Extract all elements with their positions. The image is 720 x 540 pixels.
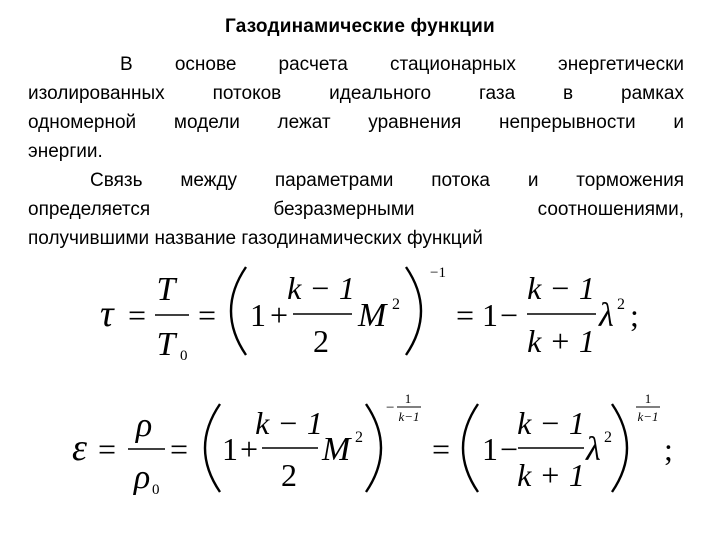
stagnation-temperature-symbol: T (156, 326, 176, 363)
square-exponent: 2 (604, 429, 612, 446)
minus-sign: − (500, 297, 519, 333)
paragraph-definition (28, 166, 684, 253)
subscript-zero: 0 (180, 348, 188, 364)
exponent-numerator: 1 (404, 391, 412, 406)
minus-sign: − (500, 431, 519, 467)
one-digit: 1 (250, 297, 266, 333)
plus-sign: + (240, 431, 259, 467)
one-digit: 1 (482, 297, 498, 333)
left-parenthesis (231, 267, 246, 355)
equals-sign: = (170, 431, 189, 467)
stagnation-density-symbol: ρ (133, 459, 151, 496)
page-title: Газодинамические функции (225, 16, 495, 37)
k-plus-one: k + 1 (517, 457, 585, 493)
formula-tau (0, 255, 720, 375)
right-parenthesis (366, 404, 381, 492)
left-parenthesis (463, 404, 478, 492)
paragraph-intro (28, 50, 684, 166)
two-digit: 2 (313, 323, 329, 359)
k-minus-one: k − 1 (287, 270, 355, 306)
plus-sign: + (270, 297, 289, 333)
equals-sign: = (432, 431, 451, 467)
epsilon-symbol: ε (72, 427, 87, 469)
paragraph-line: одномерной модели лежат уравнения непрерывности и (28, 112, 684, 133)
two-digit: 2 (281, 457, 297, 493)
exponent-numerator: 1 (644, 391, 652, 406)
paragraph-line: определяется безразмерными соотношениями, (28, 199, 684, 220)
exponent-denominator: k−1 (637, 409, 659, 424)
power-exponent: −1 (430, 265, 446, 281)
paragraph-line: В основе расчета стационарных энергетически (120, 54, 684, 75)
tau-symbol: τ (100, 293, 114, 335)
density-symbol: ρ (135, 407, 153, 444)
mach-symbol: M (358, 297, 387, 334)
semicolon: ; (664, 431, 673, 467)
square-exponent: 2 (392, 296, 400, 313)
paragraph-line: получившими название газодинамических функций (28, 228, 483, 249)
lambda-symbol: λ (599, 297, 614, 334)
one-digit: 1 (482, 431, 498, 467)
equals-sign: = (456, 297, 475, 333)
paragraph-line: изолированных потоков идеального газа в рамках (28, 83, 684, 104)
equals-sign: = (98, 431, 117, 467)
semicolon: ; (630, 297, 639, 333)
paragraph-line: энергии. (28, 141, 103, 162)
k-minus-one: k − 1 (255, 405, 323, 441)
mach-symbol: M (322, 431, 351, 468)
subscript-zero: 0 (152, 482, 160, 498)
square-exponent: 2 (355, 429, 363, 446)
exponent-minus: − (386, 400, 395, 416)
left-parenthesis (205, 404, 220, 492)
k-plus-one: k + 1 (527, 323, 595, 359)
right-parenthesis (406, 267, 421, 355)
equals-sign: = (128, 297, 147, 333)
lambda-symbol: λ (586, 431, 601, 468)
k-minus-one: k − 1 (517, 405, 585, 441)
temperature-symbol: T (156, 271, 176, 308)
k-minus-one: k − 1 (527, 270, 595, 306)
formula-epsilon (0, 390, 720, 510)
exponent-denominator: k−1 (398, 409, 420, 424)
one-digit: 1 (222, 431, 238, 467)
paragraph-line: Связь между параметрами потока и торможения (90, 170, 684, 191)
square-exponent: 2 (617, 296, 625, 313)
equals-sign: = (198, 297, 217, 333)
right-parenthesis (612, 404, 627, 492)
